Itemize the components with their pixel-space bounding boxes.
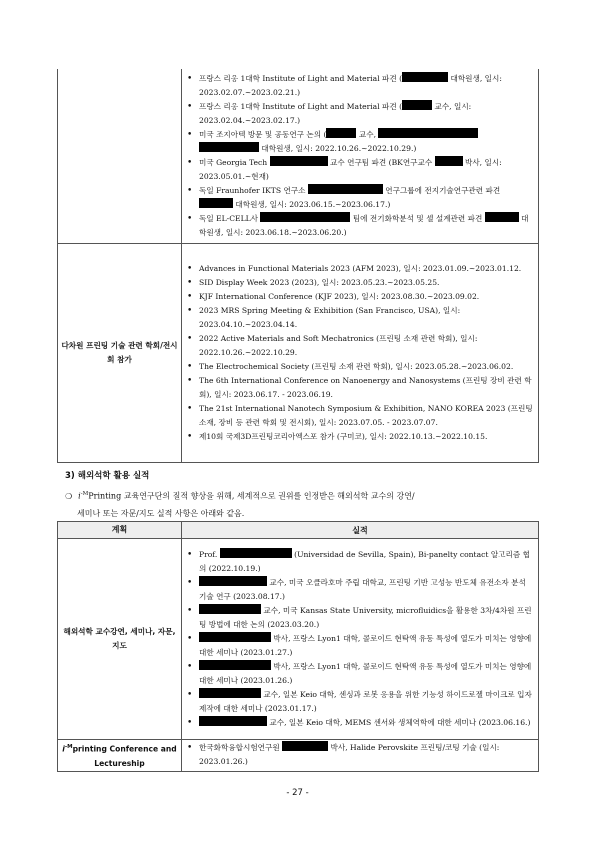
- dispatch-list: [185, 72, 534, 240]
- list-item: • 미국 조지아텍 방문 및 공동연구 논의 ( 교수, 대학원생, 일시: 2022.10.26.~2022.10.29.): [185, 128, 534, 156]
- list-item: • 프랑스 리옹 1대학 Institute of Light and Material 파견 ( 대학원생, 일시: 2023.02.07.~2023.02.21.): [185, 72, 534, 100]
- header-plan: 계획: [58, 522, 182, 539]
- table-row: [58, 539, 539, 740]
- exchange-table: [57, 69, 539, 463]
- section-paragraph: [65, 486, 539, 522]
- lecture-list: [185, 548, 534, 730]
- redaction-block: [308, 184, 383, 194]
- list-item: • 제10회 국제3D프린팅코리아엑스포 참가 (구미코), 일시: 2022.10.13.~2022.10.15.: [185, 430, 534, 444]
- list-item: • 박사, 프랑스 Lyon1 대학, 콜로이드 현탁액 유동 특성에 열도가 미치는 영향에 대한 세미나 (2023.01.26.): [185, 660, 534, 688]
- list-item: • 2022 Active Materials and Soft Mechatronics (프린팅 소재 관련 학회), 일시: 2022.10.26.~2022.10.29.: [185, 332, 534, 360]
- list-item: • 미국 Georgia Tech 교수 연구팀 파견 (BK연구교수 박사, 일시: 2023.05.01.~현재): [185, 156, 534, 184]
- row-label: 해외석학 교수강연, 세미나, 자문, 지도: [58, 539, 182, 740]
- row-content: [182, 69, 539, 244]
- list-item: • 교수, 미국 Kansas State University, microfluidics을 활용한 3차/4차원 프린팅 방법에 대한 논의 (2023.03.20.): [185, 604, 534, 632]
- section-title: 3) 해외석학 활용 실적: [65, 471, 150, 481]
- header-result: 실적: [182, 522, 539, 539]
- list-item: • 교수, 미국 오클라호마 주립 대학교, 프린팅 기반 고성능 반도체 유전소자 분석 기술 연구 (2023.08.17.): [185, 576, 534, 604]
- redaction-block: [199, 688, 261, 698]
- list-item: • 한국화학융합시험연구원 박사, Halide Perovskite 프린팅/코팅 기술 (일시: 2023.01.26.): [185, 741, 534, 769]
- list-item: • Prof. (Universidad de Sevilla, Spain), Bi-panelty contact 알고리즘 협의 (2022.10.19.): [185, 548, 534, 576]
- row-label-printing: $i^{-M}printing$ Conference and Lectureship: [58, 740, 182, 772]
- redaction-block: [435, 156, 463, 166]
- list-item: • Advances in Functional Materials 2023 (AFM 2023), 일시: 2023.01.09.~2023.01.12.: [185, 262, 534, 276]
- redaction-block: [402, 72, 448, 82]
- table-row: [58, 244, 539, 463]
- redaction-block: [378, 128, 478, 138]
- table-header-row: [58, 522, 539, 539]
- list-item: • 교수, 일본 Keio 대학, MEMS 센서와 생체역학에 대한 세미나 (2023.06.16.): [185, 716, 534, 730]
- redaction-block: [199, 198, 233, 208]
- list-item: • The 6th International Conference on Nanoenergy and Nanosystems (프린팅 장비 관련 학회), 일시: 2023.06.17. - 2023.06.19.: [185, 374, 534, 402]
- superscript-m: -M: [80, 491, 89, 497]
- redaction-block: [199, 604, 261, 614]
- conference-list: [185, 262, 534, 444]
- redaction-block: [282, 741, 328, 751]
- row-label-empty: [58, 69, 182, 244]
- redaction-block: [199, 142, 259, 152]
- paragraph-text: Printing 교육연구단의 질적 향상을 위해, 세계적으로 권위를 인정받은 해외석학 교수의 강연/: [88, 491, 415, 501]
- redaction-block: [326, 128, 356, 138]
- row-label: 다차원 프린팅 기술 관련 학회/전시회 참가: [58, 244, 182, 463]
- table-row: [58, 69, 539, 244]
- redaction-block: [199, 660, 271, 670]
- superscript-m: -M: [64, 744, 73, 750]
- list-item: • KJF International Conference (KJF 2023), 일시: 2023.08.30.~2023.09.02.: [185, 290, 534, 304]
- row-content: [182, 539, 539, 740]
- list-item: • 독일 Fraunhofer IKTS 연구소 연구그룹에 전지기술연구관련 파견 대학원생, 일시: 2023.06.15.~2023.06.17.): [185, 184, 534, 212]
- redaction-block: [270, 156, 328, 166]
- paragraph-line-2: 세미나 또는 자문/지도 실적 사항은 아래와 같음.: [77, 508, 245, 518]
- redaction-block: [199, 632, 271, 642]
- redaction-block: [199, 716, 267, 726]
- circle-bullet-icon: ❍: [65, 491, 73, 501]
- redaction-block: [485, 212, 519, 222]
- list-item: • The Electrochemical Society (프린팅 소재 관련 학회), 일시: 2023.05.28.~2023.06.02.: [185, 360, 534, 374]
- redaction-block: [220, 548, 292, 558]
- list-item: • The 21st International Nanotech Symposium & Exhibition, NANO KOREA 2023 (프린팅 소재, 장비 등 관련 학회 및 전시회), 일시: 2023.07.05. - 2023.07.07.: [185, 402, 534, 430]
- list-item: • SID Display Week 2023 (2023), 일시: 2023.05.23.~2023.05.25.: [185, 276, 534, 290]
- row-content: [182, 740, 539, 772]
- conference-lecture-list: [185, 741, 534, 769]
- list-item: • 프랑스 리옹 1대학 Institute of Light and Material 파견 ( 교수, 일시: 2023.02.04.~2023.02.17.): [185, 100, 534, 128]
- list-item: • 독일 EL-CELL사 팀에 전기화학분석 및 셀 설계관련 파견 대학원생, 일시: 2023.06.18.~2023.06.20.): [185, 212, 534, 240]
- redaction-block: [402, 100, 432, 110]
- table-row: [58, 740, 539, 772]
- page-number: - 27 -: [286, 788, 309, 798]
- redaction-block: [260, 212, 350, 222]
- list-item: • 박사, 프랑스 Lyon1 대학, 콜로이드 현탁액 유동 특성에 열도가 미치는 영향에 대한 세미나 (2023.01.27.): [185, 632, 534, 660]
- list-item: • 2023 MRS Spring Meeting & Exhibition (San Francisco, USA), 일시: 2023.04.10.~2023.04.14.: [185, 304, 534, 332]
- scholar-table: [57, 521, 539, 772]
- list-item: • 교수, 일본 Keio 대학, 센싱과 로봇 응용을 위한 기능성 하이드로젤 마이크로 입자 제작에 대한 세미나 (2023.01.17.): [185, 688, 534, 716]
- redaction-block: [199, 576, 267, 586]
- italic-i: i: [78, 491, 81, 501]
- italic-i: i: [62, 744, 65, 754]
- row-content: [182, 244, 539, 463]
